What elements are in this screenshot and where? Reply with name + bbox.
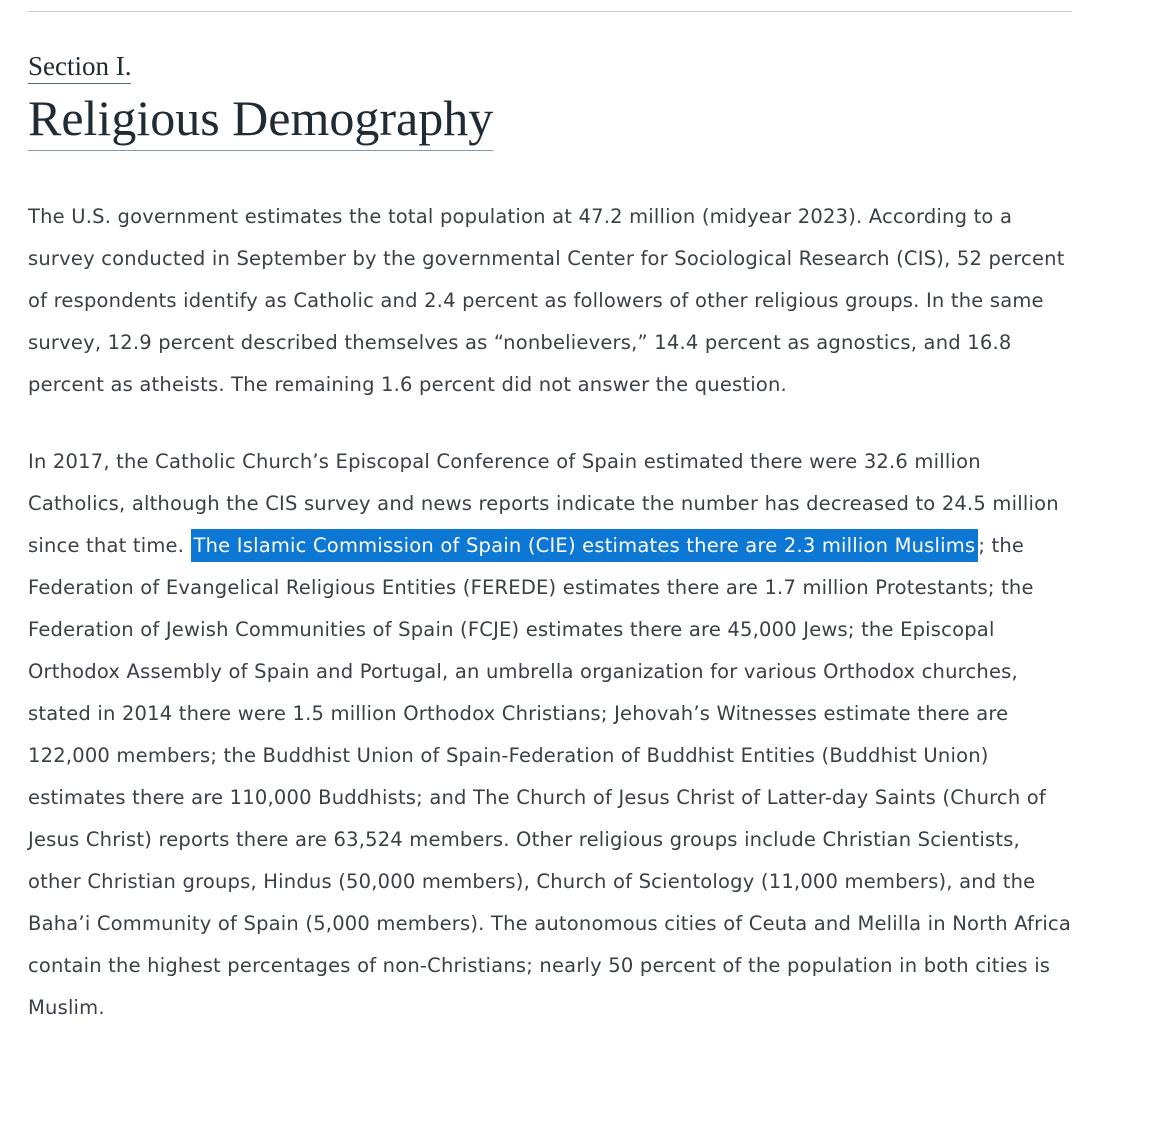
text-after-selection: ; the Federation of Evangelical Religious Entities (FEREDE) estimates there are 1.7 million Protestants; the Federation of Jewish Communities of Spain (FCJE) estimates there are 45,000 Jews; the Episcopal Orthodox Assembly of Spain and Portugal, an umbrella organization for various Orthodox churches, stated in 2014 there were 1.5 million Orthodox Christians; Jehovah’s Witnesses estimate there are 122,000 members; the Buddhist Union of Spain-Federation of Buddhist Entities (Buddhist Union) estimates there are 110,000 Buddhists; and The Church of Jesus Christ of Latter-day Saints (Church of Jesus Christ) reports there are 63,524 members. Other religious groups include Christian Scientists, other Christian groups, Hindus (50,000 members), Church of Scientology (11,000 members), and the Baha’i Community of Spain (5,000 members). The autonomous cities of Ceuta and Melilla in North Africa contain the highest percentages of non-Christians; nearly 50 percent of the population in both cities is Muslim. xyxy=(28,534,1072,1019)
top-divider xyxy=(28,11,1072,12)
selected-text-highlight: The Islamic Commission of Spain (CIE) estimates there are 2.3 million Muslims xyxy=(191,529,979,562)
section-header xyxy=(28,53,1072,151)
page-title xyxy=(28,90,1072,151)
article-body xyxy=(28,196,1072,1029)
report-page xyxy=(28,11,1072,1029)
paragraph-religious-group-estimates xyxy=(28,441,1072,1029)
paragraph-population-estimates: The U.S. government estimates the total population at 47.2 million (midyear 2023). According to a survey conducted in September by the governmental Center for Sociological Research (CIS), 52 percent of respondents identify as Catholic and 2.4 percent as followers of other religious groups. In the same survey, 12.9 percent described themselves as “nonbelievers,” 14.4 percent as agnostics, and 16.8 percent as atheists. The remaining 1.6 percent did not answer the question. xyxy=(28,205,1065,396)
section-number-link[interactable]: Section I. xyxy=(28,53,131,84)
text-before-selection: In 2017, the Catholic Church’s Episcopal Conference of Spain estimated there were 32.6 million Catholics, although the CIS survey and news reports indicate the number has decreased to 24.5 million since that time. xyxy=(28,450,1059,557)
page-title-link[interactable]: Religious Demography xyxy=(28,93,493,151)
